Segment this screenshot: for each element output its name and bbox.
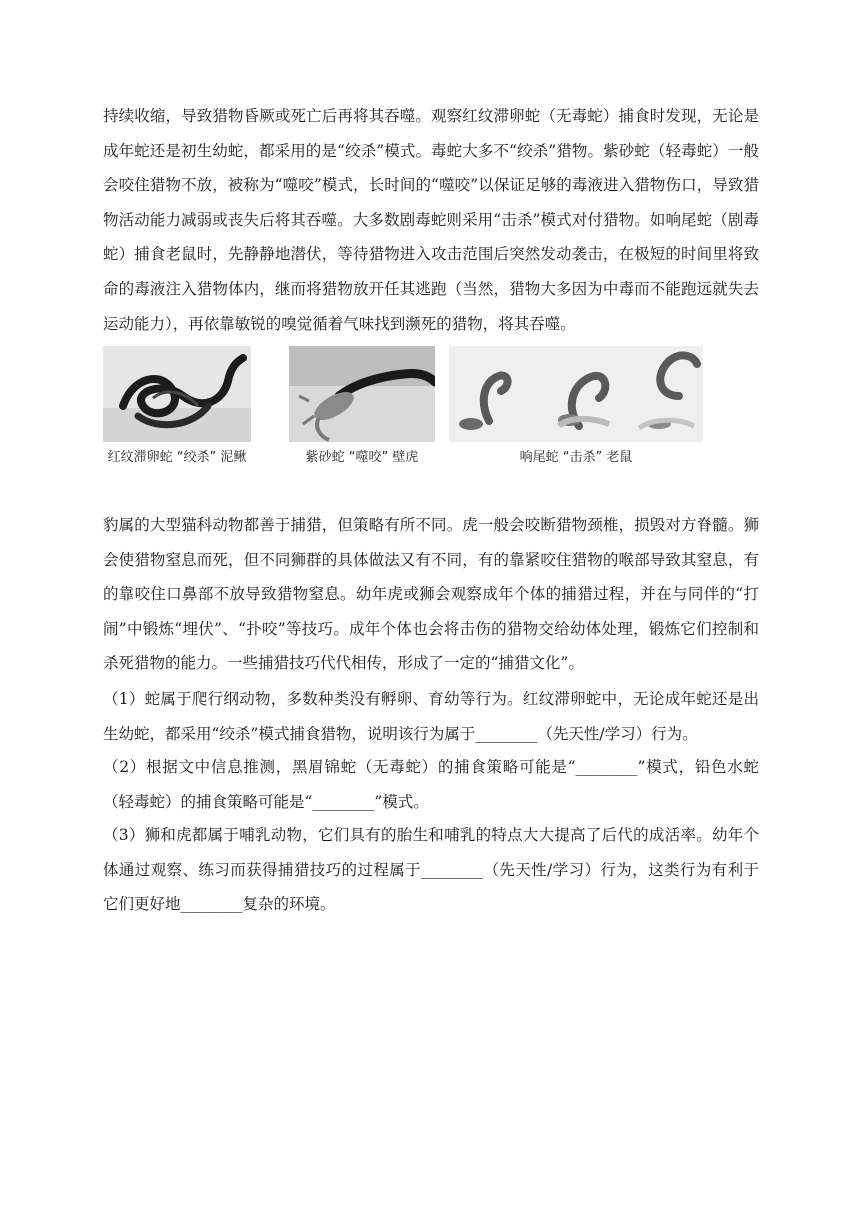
question-1: （1）蛇属于爬行纲动物，多数种类没有孵卵、育幼等行为。红纹滞卵蛇中，无论成年蛇还是出生幼蛇，都采用“绞杀”模式捕食猎物，说明该行为属于________（先天性/学习）行为。: [103, 690, 759, 743]
figure-caption: 响尾蛇 “击杀” 老鼠: [519, 450, 633, 465]
figure-caption: 红纹滞卵蛇 “绞杀” 泥鳅: [107, 450, 247, 465]
paragraph-cat-hunting: 豹属的大型猫科动物都善于捕猎，但策略有所不同。虎一般会咬断猎物颈椎，损毁对方脊髓。狮会使猎物窒息而死，但不同狮群的具体做法又有不同，有的靠紧咬住猎物的喉部导致其窒息，有的靠咬住口鼻部不放导致猎物窒息。幼年虎或狮会观察成年个体的捕猎过程，并在与同伴的“打闹”中锻炼“埋伏”、“扑咬”等技巧。成年个体也会将击伤的猎物交给幼体处理，锻炼它们控制和杀死猎物的能力。一些捕猎技巧代代相传，形成了一定的“捕猎文化”。: [103, 516, 759, 673]
question-2: （2）根据文中信息推测，黑眉锦蛇（无毒蛇）的捕食策略可能是“________”模式，铅色水蛇（轻毒蛇）的捕食策略可能是“________”模式。: [103, 758, 759, 811]
figure-constrict: [103, 346, 251, 465]
rattlesnake-striking-mouse-image: [449, 346, 703, 442]
paragraph-snake-strategies: 持续收缩，导致猎物昏厥或死亡后再将其吞噬。观察红纹滞卵蛇（无毒蛇）捕食时发现，无论是成年蛇还是初生幼蛇，都采用的是“绞杀”模式。毒蛇大多不“绞杀”猎物。紫砂蛇（轻毒蛇）一般会咬住猎物不放，被称为“噬咬”模式，长时间的“噬咬”以保证足够的毒液进入猎物伤口，导致猎物活动能力减弱或丧失后将其吞噬。大多数剧毒蛇则采用“击杀”模式对付猎物。如响尾蛇（剧毒蛇）捕食老鼠时，先静静地潜伏，等待猎物进入攻击范围后突然发动袭击，在极短的时间里将致命的毒液注入猎物体内，继而将猎物放开任其逃跑（当然，猎物大多因为中毒而不能跑远就失去运动能力），再依靠敏锐的嗅觉循着气味找到濒死的猎物，将其吞噬。: [103, 107, 759, 333]
snake-biting-gecko-image: [289, 346, 435, 442]
question-3: （3）狮和虎都属于哺乳动物，它们具有的胎生和哺乳的特点大大提高了后代的成活率。幼年个体通过观察、练习而获得捕猎技巧的过程属于________（先天性/学习）行为，这类行为有利于它们更好地________复杂的环境。: [103, 826, 759, 914]
figure-strike: [449, 346, 703, 465]
snake-constricting-loach-image: [103, 346, 251, 442]
figure-bite: [289, 346, 435, 465]
figure-caption: 紫砂蛇 “噬咬” 壁虎: [305, 450, 419, 465]
